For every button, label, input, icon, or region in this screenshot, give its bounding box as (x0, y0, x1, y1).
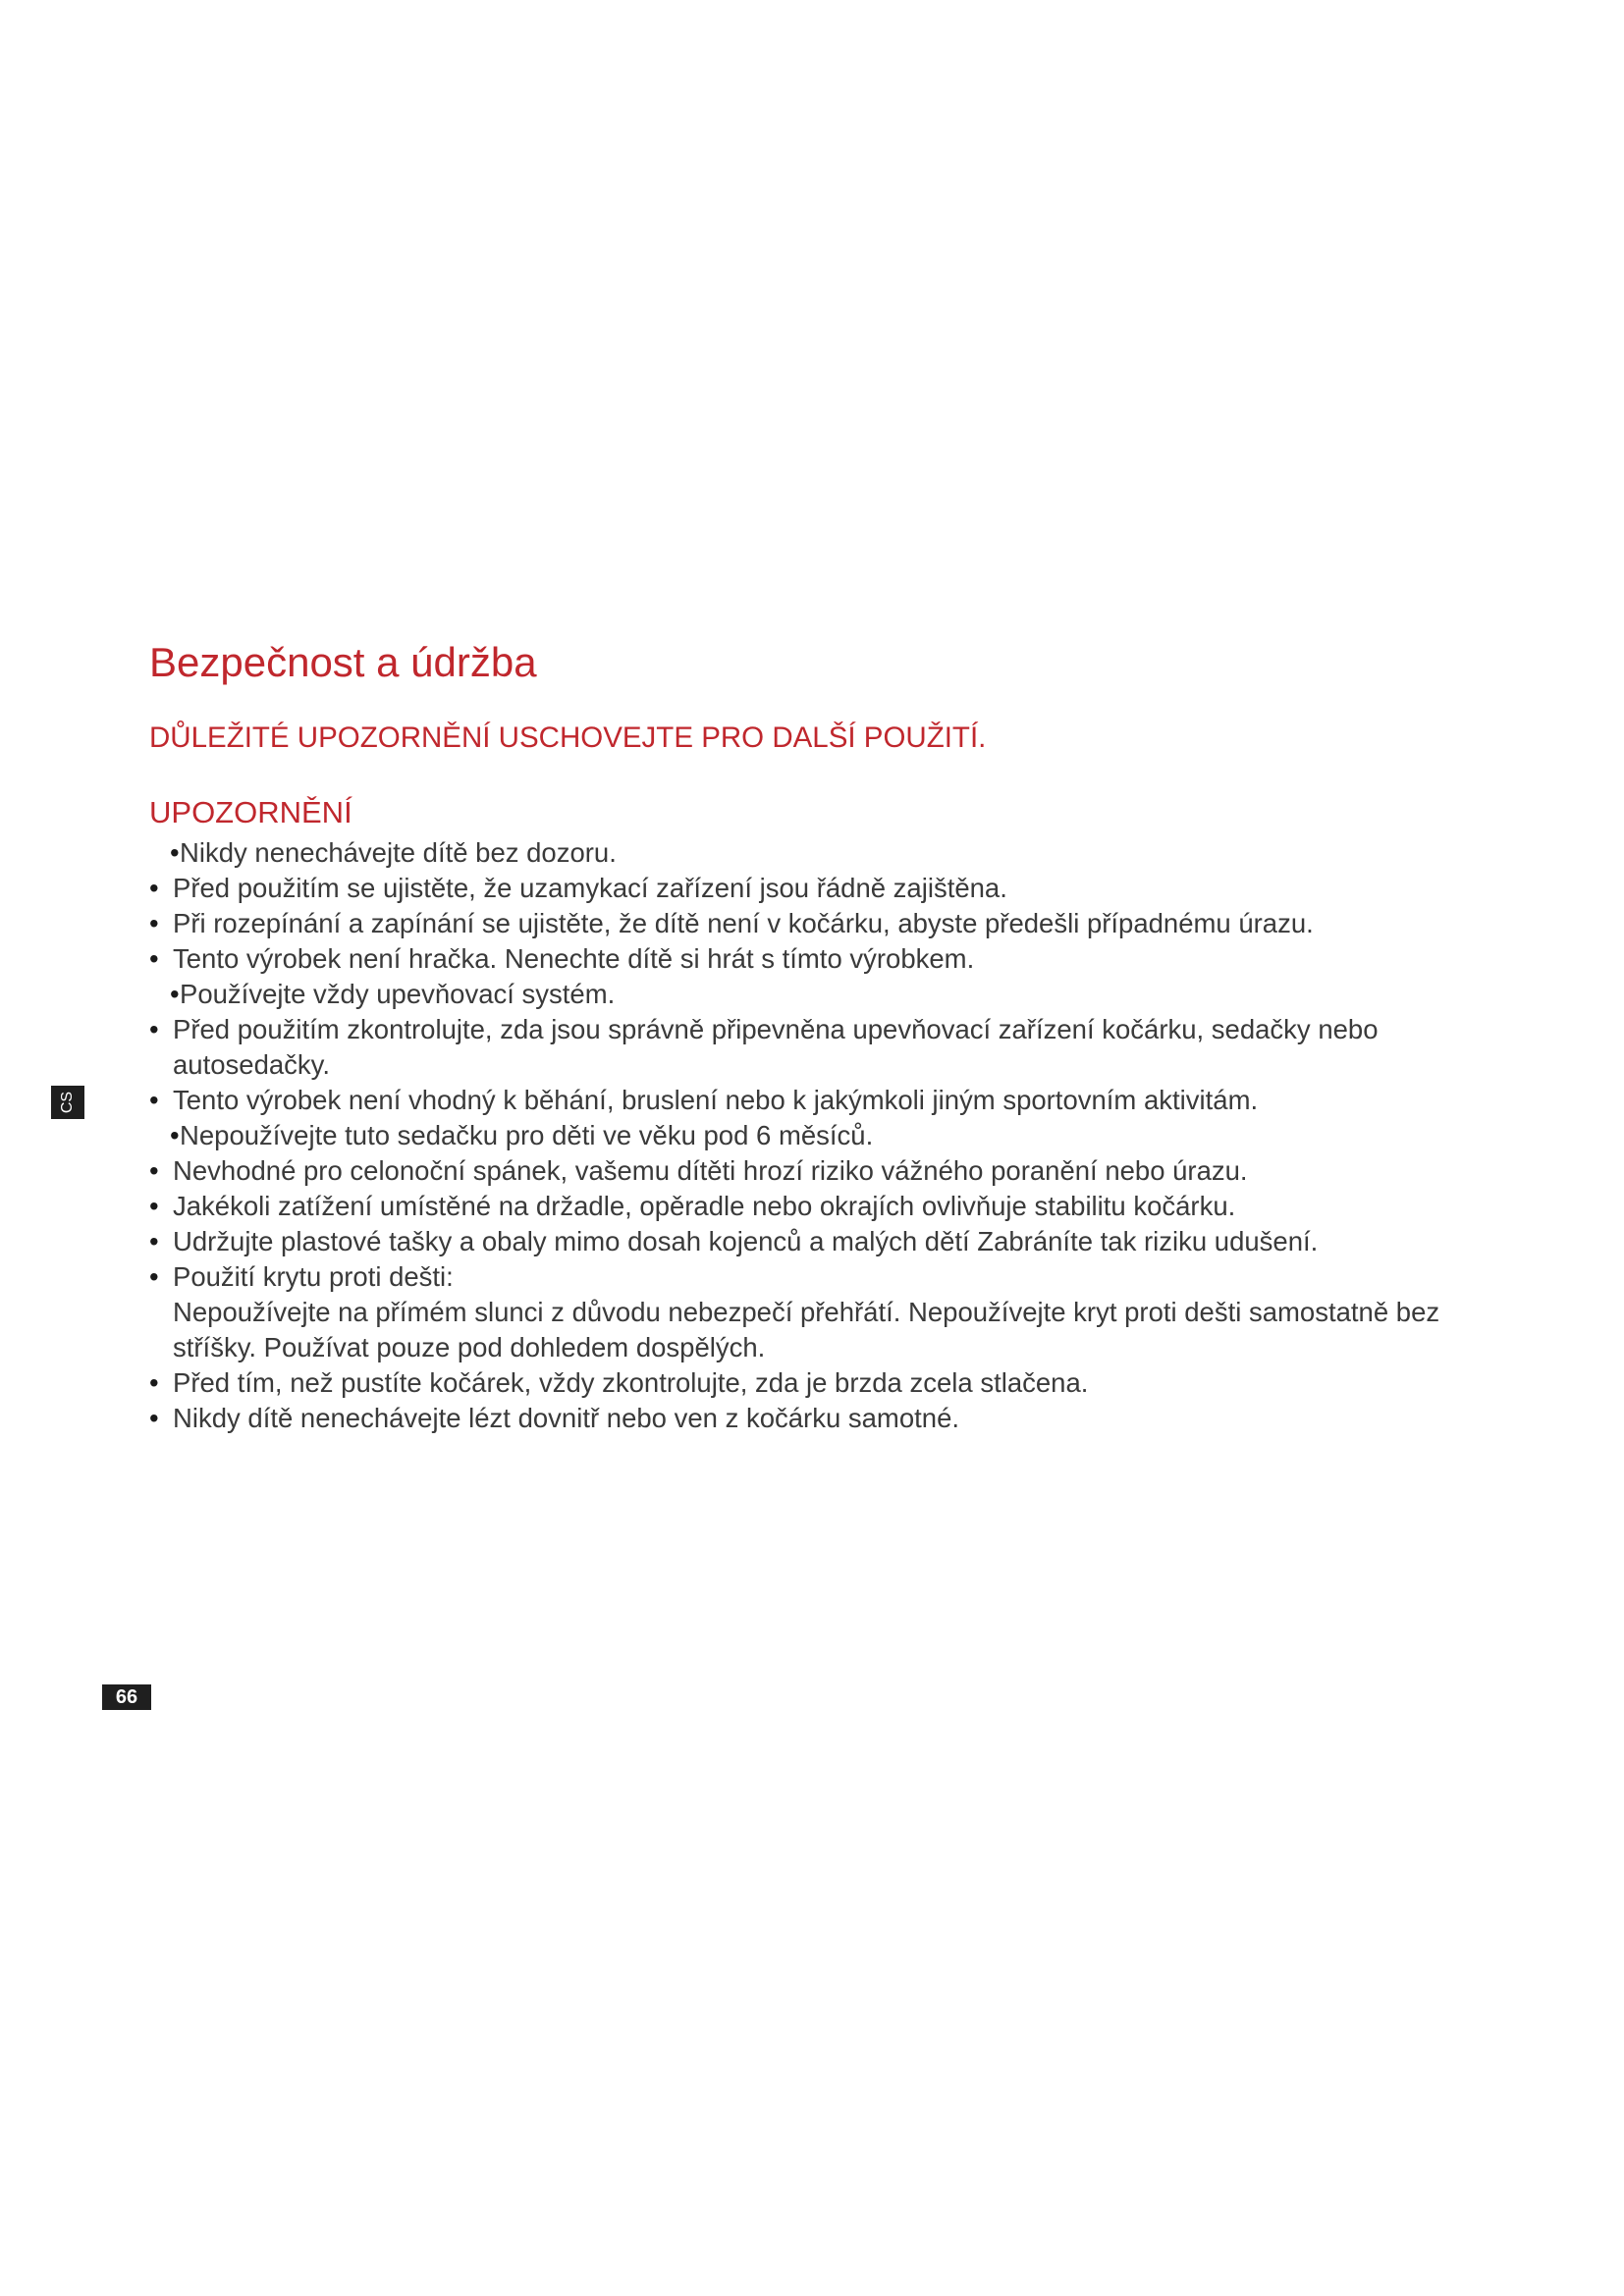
bullet-icon: • (149, 1191, 159, 1221)
warning-heading: UPOZORNĚNÍ (149, 795, 352, 829)
bullet-icon: • (149, 873, 159, 903)
list-item (149, 1259, 1504, 1365)
warning-text: Nikdy dítě nenechávejte lézt dovnitř nebo ven z kočárku samotné. (173, 1403, 960, 1433)
warning-text: Používejte vždy upevňovací systém. (180, 979, 616, 1009)
list-item (149, 835, 1504, 871)
warning-text: Před použitím se ujistěte, že uzamykací zařízení jsou řádně zajištěna. (173, 873, 1007, 903)
warning-text: Udržujte plastové tašky a obaly mimo dosah kojenců a malých dětí Zabráníte tak riziku udušení. (173, 1226, 1319, 1256)
bullet-icon: • (149, 1367, 159, 1398)
rain-cover-detail: Nepoužívejte na přímém slunci z důvodu nebezpečí přehřátí. Nepoužívejte kryt proti dešti samostatně bez stříšky. Používat pouze pod dohledem dospělých. (173, 1297, 1440, 1362)
warning-text: Nepoužívejte tuto sedačku pro děti ve věku pod 6 měsíců. (180, 1120, 874, 1150)
warning-text: Tento výrobek není hračka. Nenechte dítě si hrát s tímto výrobkem. (173, 943, 975, 974)
warning-text: Při rozepínání a zapínání se ujistěte, že dítě není v kočárku, abyste předešli případnému úrazu. (173, 908, 1314, 938)
bullet-icon: • (170, 979, 180, 1009)
important-notice: DŮLEŽITÉ UPOZORNĚNÍ USCHOVEJTE PRO DALŠÍ POUŽITÍ. (149, 721, 987, 754)
list-item (149, 1118, 1504, 1153)
bullet-icon: • (149, 1403, 159, 1433)
language-tab (51, 1086, 84, 1119)
warning-text: Nikdy nenechávejte dítě bez dozoru. (180, 837, 617, 868)
warning-text: Před tím, než pustíte kočárek, vždy zkontrolujte, zda je brzda zcela stlačena. (173, 1367, 1089, 1398)
list-item (149, 977, 1504, 1012)
list-item (149, 1189, 1504, 1224)
language-tab-label: CS (58, 1091, 76, 1114)
bullet-icon: • (149, 1014, 159, 1044)
list-item (149, 1224, 1504, 1259)
bullet-icon: • (170, 837, 180, 868)
warning-text: Použití krytu proti dešti: (173, 1261, 454, 1292)
warning-text: Nevhodné pro celonoční spánek, vašemu dítěti hrozí riziko vážného poranění nebo úrazu. (173, 1155, 1248, 1186)
warning-text: Tento výrobek není vhodný k běhání, bruslení nebo k jakýmkoli jiným sportovním aktivitám. (173, 1085, 1259, 1115)
page-title: Bezpečnost a údržba (149, 639, 537, 685)
page-number: 66 (102, 1684, 151, 1710)
list-item (149, 906, 1504, 941)
bullet-icon: • (149, 1226, 159, 1256)
bullet-icon: • (149, 908, 159, 938)
list-item (149, 1365, 1504, 1401)
bullet-icon: • (149, 1155, 159, 1186)
bullet-icon: • (170, 1120, 180, 1150)
list-item (149, 941, 1504, 977)
list-item (149, 871, 1504, 906)
list-item (149, 1012, 1504, 1083)
warning-list (149, 835, 1504, 1436)
list-item (149, 1401, 1504, 1436)
list-item (149, 1083, 1504, 1118)
warning-text: Před použitím zkontrolujte, zda jsou správně připevněna upevňovací zařízení kočárku, sedačky nebo autosedačky. (173, 1014, 1379, 1080)
list-item (149, 1153, 1504, 1189)
bullet-icon: • (149, 1261, 159, 1292)
bullet-icon: • (149, 943, 159, 974)
warning-text: Jakékoli zatížení umístěné na držadle, opěradle nebo okrajích ovlivňuje stabilitu kočárku. (173, 1191, 1236, 1221)
bullet-icon: • (149, 1085, 159, 1115)
